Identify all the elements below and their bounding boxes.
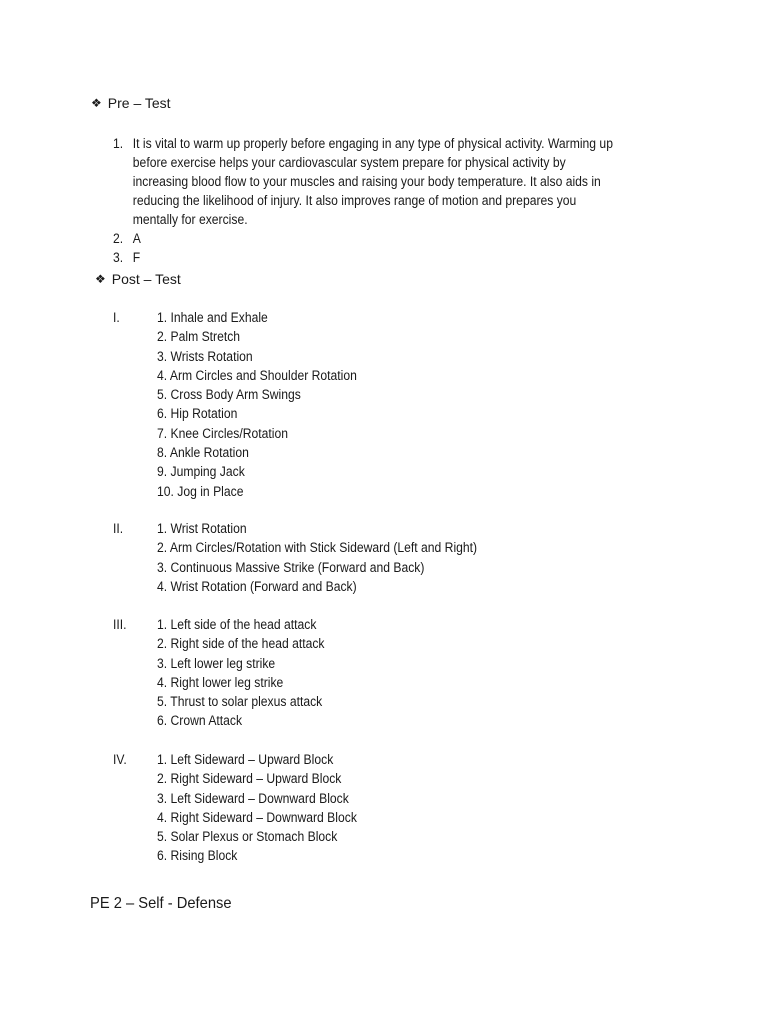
- item-number: 2.: [113, 231, 124, 246]
- item-number: 1.: [113, 136, 124, 151]
- list-item: 3. Left lower leg strike: [157, 655, 276, 671]
- list-item: 2. Right Sideward – Upward Block: [157, 771, 342, 787]
- item-number: 3.: [113, 250, 124, 265]
- list-item: 5. Thrust to solar plexus attack: [157, 694, 323, 710]
- item-text: F: [132, 250, 141, 265]
- list-item: 2. Arm Circles/Rotation with Stick Sideward (Left and Right): [157, 540, 478, 556]
- group-numeral: I.: [113, 310, 120, 325]
- list-item: 6. Hip Rotation: [157, 406, 238, 422]
- list-item: 1. Inhale and Exhale: [157, 310, 268, 325]
- list-item: 1. Left side of the head attack: [157, 617, 317, 632]
- list-item: 3. Continuous Massive Strike (Forward and Back): [157, 559, 425, 575]
- list-item: 10. Jog in Place: [157, 483, 244, 499]
- group-list: [157, 750, 357, 866]
- list-item: 2. Right side of the head attack: [157, 636, 325, 652]
- list-item: 5. Cross Body Arm Swings: [157, 387, 301, 403]
- pre-test-list: [113, 134, 617, 267]
- group-list: [157, 308, 357, 501]
- group-list: [157, 519, 477, 596]
- list-item: 8. Ankle Rotation: [157, 445, 249, 461]
- list-item: 1. Left Sideward – Upward Block: [157, 752, 334, 767]
- group-numeral: IV.: [113, 752, 127, 767]
- list-item: 2. Palm Stretch: [157, 329, 241, 345]
- post-test-title: Post – Test: [111, 271, 181, 287]
- list-item: 6. Crown Attack: [157, 713, 243, 729]
- list-item: 3. Left Sideward – Downward Block: [157, 790, 349, 806]
- group-numeral: II.: [113, 521, 124, 536]
- post-test-heading: [95, 271, 181, 287]
- list-item: 4. Arm Circles and Shoulder Rotation: [157, 367, 357, 383]
- diamond-bullet-icon: ❖: [95, 272, 106, 286]
- list-item: 5. Solar Plexus or Stomach Block: [157, 829, 338, 845]
- diamond-bullet-icon: ❖: [91, 96, 102, 110]
- list-item: 1. Wrist Rotation: [157, 521, 247, 536]
- group-numeral: III.: [113, 617, 127, 632]
- list-item: [113, 134, 617, 229]
- list-item: [113, 229, 617, 248]
- list-item: 3. Wrists Rotation: [157, 348, 253, 364]
- list-item: 4. Wrist Rotation (Forward and Back): [157, 578, 357, 594]
- item-text: It is vital to warm up properly before engaging in any type of physical activity. Warming up before exercise helps your cardiovascular system prepare for physical activity by increasing blood flow to your muscles and raising your body temperature. It also aids in reducing the likelihood of injury. It also improves range of motion and prepares you mentally for exercise.: [132, 136, 613, 227]
- group-list: [157, 615, 325, 731]
- list-item: 4. Right Sideward – Downward Block: [157, 809, 357, 825]
- document-footer-title: PE 2 – Self - Defense: [90, 895, 232, 912]
- list-item: 4. Right lower leg strike: [157, 674, 284, 690]
- item-text: A: [132, 231, 141, 246]
- list-item: 7. Knee Circles/Rotation: [157, 425, 289, 441]
- pre-test-heading: [91, 95, 171, 111]
- list-item: [113, 248, 617, 267]
- list-item: 6. Rising Block: [157, 848, 238, 864]
- pre-test-title: Pre – Test: [107, 95, 171, 111]
- list-item: 9. Jumping Jack: [157, 464, 245, 480]
